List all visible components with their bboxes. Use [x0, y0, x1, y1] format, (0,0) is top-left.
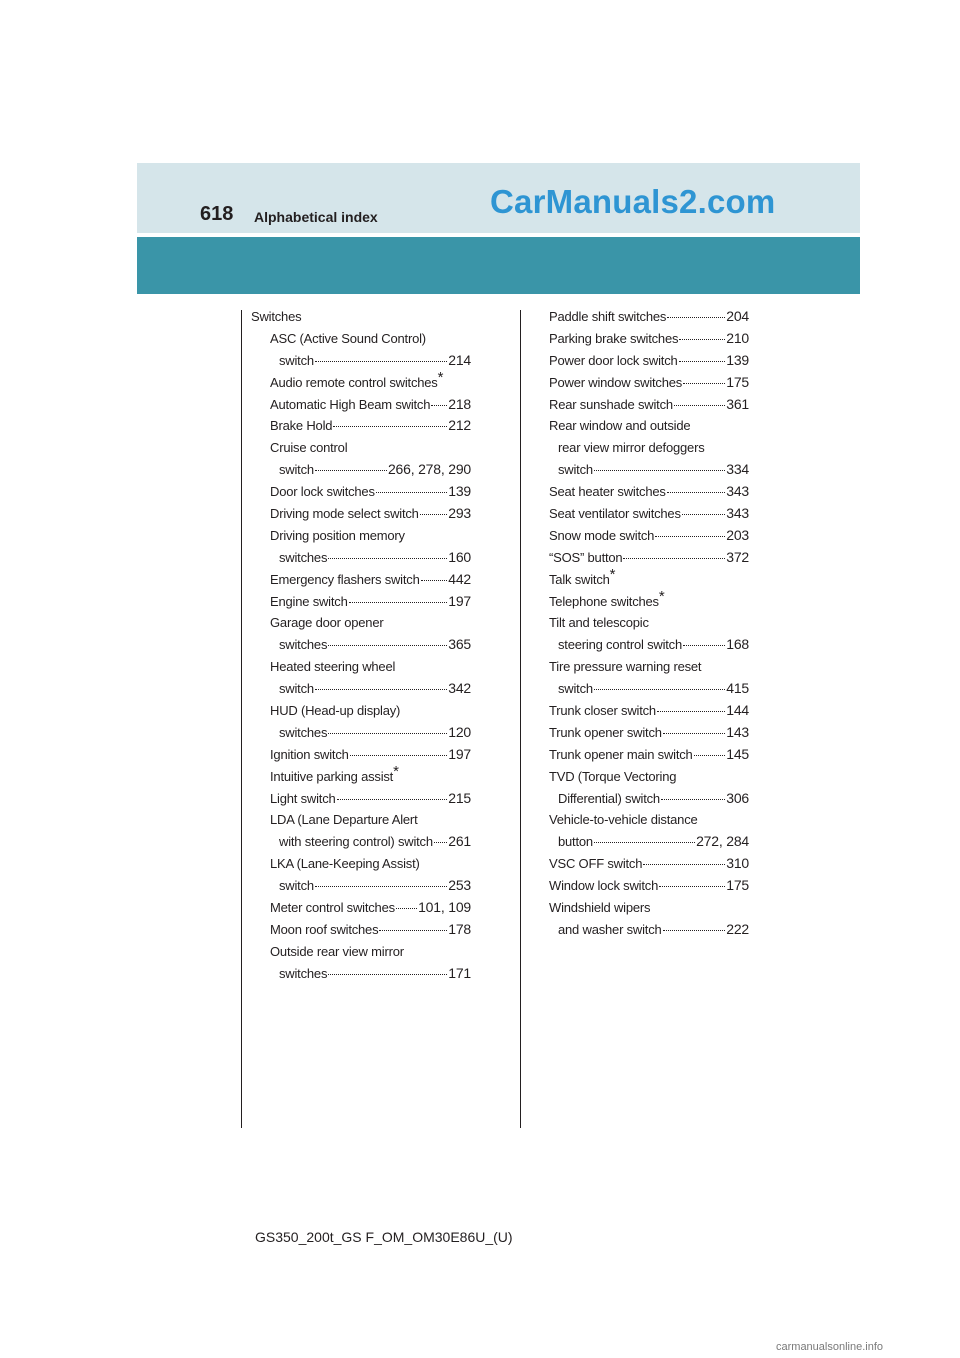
entry-term: Automatic High Beam switch: [270, 396, 431, 412]
entry-term: switch: [279, 681, 314, 697]
page-reference[interactable]: 139: [448, 483, 471, 500]
index-subheading: Tilt and telescopic: [549, 615, 649, 631]
dot-leader: [376, 492, 447, 493]
dot-leader: [679, 339, 725, 340]
entry-term: switch: [279, 352, 314, 368]
site-logo[interactable]: carmanualsonline.info: [776, 1341, 884, 1353]
index-entry: [251, 569, 471, 591]
watermark-link[interactable]: CarManuals2.com: [490, 183, 776, 220]
entry-term: switch: [279, 462, 314, 478]
index-entry: [549, 788, 749, 810]
entry-term: Light switch: [270, 790, 336, 806]
entry-term: switches: [279, 549, 328, 565]
right-column-rule: [520, 310, 521, 1128]
index-entry: [549, 634, 749, 656]
index-entry: [251, 744, 471, 766]
dot-leader: [655, 536, 725, 537]
document-code: GS350_200t_GS F_OM_OM30E86U_(U): [255, 1229, 513, 1245]
index-subheading: LKA (Lane-Keeping Assist): [270, 856, 420, 872]
page-reference[interactable]: 365: [448, 636, 471, 653]
dot-leader: [663, 930, 726, 931]
index-entry: [251, 963, 471, 985]
index-entry: [549, 350, 749, 372]
dot-leader: [328, 558, 447, 559]
dot-leader: [667, 317, 725, 318]
dot-leader: [643, 864, 725, 865]
index-entry: [549, 547, 749, 569]
page-reference[interactable]: 197: [448, 592, 471, 609]
index-subheading: Vehicle-to-vehicle distance: [549, 812, 698, 828]
entry-term: Differential) switch: [558, 790, 660, 806]
dot-leader: [315, 689, 447, 690]
dot-leader: [328, 733, 447, 734]
index-subheading: LDA (Lane Departure Alert: [270, 812, 418, 828]
dot-leader: [674, 405, 725, 406]
dot-leader: [623, 558, 725, 559]
dot-leader: [594, 842, 695, 843]
page-reference[interactable]: 293: [448, 505, 471, 522]
index-entry: [251, 678, 471, 700]
index-entry: [549, 503, 749, 525]
entry-term: Brake Hold: [270, 418, 333, 434]
page-reference[interactable]: 210: [726, 329, 749, 346]
page-reference[interactable]: 272, 284: [696, 833, 749, 850]
entry-term: switches: [279, 637, 328, 653]
dot-leader: [349, 602, 448, 603]
page-reference[interactable]: 306: [726, 789, 749, 806]
entry-term: Ignition switch: [270, 746, 349, 762]
dot-leader: [315, 361, 447, 362]
entry-term: switch: [558, 681, 593, 697]
entry-term: Door lock switches: [270, 484, 375, 500]
header-color-band: [137, 237, 860, 294]
index-entry: [549, 481, 749, 503]
entry-term: Trunk opener switch: [549, 724, 662, 740]
entry-term: Meter control switches: [270, 900, 395, 916]
dot-leader: [659, 886, 725, 887]
entry-term: Trunk closer switch: [549, 703, 656, 719]
dot-leader: [328, 645, 447, 646]
page-reference[interactable]: 203: [726, 526, 749, 543]
dot-leader: [420, 514, 448, 515]
page-reference[interactable]: 120: [448, 723, 471, 740]
asterisk-icon: *: [437, 368, 444, 386]
index-entry: [251, 394, 471, 416]
dot-leader: [679, 361, 726, 362]
entry-term: button: [558, 834, 593, 850]
index-list-right: [549, 306, 749, 941]
entry-term: switches: [279, 965, 328, 981]
page-reference[interactable]: 261: [448, 833, 471, 850]
entry-term: Window lock switch: [549, 878, 659, 894]
dot-leader: [315, 470, 387, 471]
page-reference[interactable]: 144: [726, 702, 749, 719]
page-reference[interactable]: 145: [726, 745, 749, 762]
index-subheading: Tire pressure warning reset: [549, 659, 702, 675]
index-entry: [549, 875, 749, 897]
page-reference[interactable]: 266, 278, 290: [387, 461, 471, 478]
dot-leader: [661, 799, 725, 800]
index-subheading: Rear window and outside: [549, 418, 691, 434]
dot-leader: [333, 426, 447, 427]
page-reference[interactable]: 175: [726, 373, 749, 390]
entry-term: Paddle shift switches: [549, 309, 667, 324]
index-subheading: Cruise control: [270, 440, 348, 456]
page-reference[interactable]: 343: [726, 505, 749, 522]
dot-leader: [594, 470, 725, 471]
entry-term: “SOS” button: [549, 549, 623, 565]
dot-leader: [683, 383, 725, 384]
index-entry: [549, 372, 749, 394]
dot-leader: [431, 405, 447, 406]
entry-term: switch: [279, 878, 314, 894]
page-reference[interactable]: 222: [726, 920, 749, 937]
entry-term: switches: [279, 724, 328, 740]
page-reference[interactable]: 415: [726, 680, 749, 697]
section-title: Alphabetical index: [254, 209, 378, 225]
entry-term: Snow mode switch: [549, 527, 655, 543]
index-entry: [549, 678, 749, 700]
index-entry: [549, 394, 749, 416]
index-subheading: HUD (Head-up display): [270, 703, 401, 719]
index-entry-optional: [549, 587, 749, 613]
index-entry: [251, 722, 471, 744]
page-reference[interactable]: 101, 109: [418, 899, 471, 916]
dot-leader: [663, 733, 725, 734]
entry-term: Trunk opener main switch: [549, 746, 693, 762]
page-reference[interactable]: 215: [448, 789, 471, 806]
page-reference[interactable]: 361: [726, 395, 749, 412]
index-entry-optional: [251, 762, 471, 788]
page-reference[interactable]: 212: [448, 417, 471, 434]
page-reference[interactable]: 143: [726, 723, 749, 740]
entry-term: and washer switch: [558, 921, 662, 937]
dot-leader: [694, 755, 726, 756]
page-reference[interactable]: 178: [448, 920, 471, 937]
page-reference[interactable]: 204: [726, 308, 749, 324]
page-reference[interactable]: 139: [726, 351, 749, 368]
index-subheading: TVD (Torque Vectoring: [549, 768, 677, 784]
entry-term: Seat heater switches: [549, 484, 666, 500]
index-entry: [549, 722, 749, 744]
index-entry: [251, 634, 471, 656]
page-reference[interactable]: 334: [726, 461, 749, 478]
entry-term: switch: [558, 462, 593, 478]
index-entry: [251, 415, 471, 437]
entry-term: Rear sunshade switch: [549, 396, 673, 412]
dot-leader: [379, 930, 447, 931]
entry-term: Engine switch: [270, 593, 348, 609]
index-entry: [251, 503, 471, 525]
entry-term: Emergency flashers switch: [270, 571, 420, 587]
asterisk-icon: *: [658, 587, 665, 605]
dot-leader: [657, 711, 725, 712]
index-subheading: ASC (Active Sound Control): [270, 330, 426, 346]
dot-leader: [594, 689, 725, 690]
index-entry: [549, 919, 749, 941]
page-reference[interactable]: 214: [448, 351, 471, 368]
index-entry: [251, 897, 471, 919]
index-entry: [251, 919, 471, 941]
dot-leader: [434, 842, 447, 843]
dot-leader: [350, 755, 448, 756]
entry-term: Telephone switches: [549, 593, 659, 609]
dot-leader: [315, 886, 447, 887]
index-subheading: rear view mirror defoggers: [558, 440, 705, 456]
index-entry: [549, 459, 749, 481]
index-entry: [251, 788, 471, 810]
page-reference[interactable]: 253: [448, 877, 471, 894]
index-entry: [549, 328, 749, 350]
index-subheading: Outside rear view mirror: [270, 943, 404, 959]
page-reference[interactable]: 160: [448, 548, 471, 565]
index-column-left: [251, 306, 471, 985]
index-entry: [251, 875, 471, 897]
asterisk-icon: *: [609, 565, 616, 583]
entry-term: Talk switch: [549, 571, 610, 587]
dot-leader: [667, 492, 726, 493]
index-entry: [549, 831, 749, 853]
page-reference[interactable]: 197: [448, 745, 471, 762]
dot-leader: [683, 645, 725, 646]
index-entry: [549, 306, 749, 328]
index-entry: [549, 853, 749, 875]
entry-term: Moon roof switches: [270, 921, 379, 937]
index-subheading: Windshield wipers: [549, 900, 651, 916]
page-reference[interactable]: 175: [726, 877, 749, 894]
entry-term: Intuitive parking assist: [270, 768, 394, 784]
index-entry: [251, 547, 471, 569]
index-subheading: Driving position memory: [270, 527, 405, 543]
entry-term: Parking brake switches: [549, 330, 679, 346]
dot-leader: [682, 514, 725, 515]
entry-term: Audio remote control switches: [270, 374, 438, 390]
index-entry-optional: [251, 368, 471, 394]
page-reference[interactable]: 442: [448, 570, 471, 587]
index-entry: [549, 525, 749, 547]
index-entry: [549, 744, 749, 766]
dot-leader: [328, 974, 447, 975]
dot-leader: [337, 799, 448, 800]
index-entry: [251, 459, 471, 481]
page-reference[interactable]: 372: [726, 548, 749, 565]
index-subheading: Garage door opener: [270, 615, 384, 631]
index-heading: Switches: [251, 309, 302, 324]
page-reference[interactable]: 343: [726, 483, 749, 500]
page-number: 618: [200, 203, 234, 225]
entry-term: Driving mode select switch: [270, 506, 419, 522]
page-reference[interactable]: 168: [726, 636, 749, 653]
asterisk-icon: *: [393, 762, 399, 780]
index-entry: [251, 831, 471, 853]
index-entry-optional: [549, 565, 749, 591]
index-entry: [251, 591, 471, 613]
left-column-rule: [241, 310, 242, 1128]
dot-leader: [396, 908, 417, 909]
page-reference[interactable]: 171: [448, 964, 471, 981]
entry-term: steering control switch: [558, 637, 683, 653]
page-reference[interactable]: 218: [448, 395, 471, 412]
index-column-right: [549, 306, 749, 941]
page-reference[interactable]: 310: [726, 855, 749, 872]
index-entry: [549, 700, 749, 722]
entry-term: Seat ventilator switches: [549, 506, 681, 522]
entry-term: VSC OFF switch: [549, 856, 643, 872]
index-subheading: Heated steering wheel: [270, 659, 396, 675]
entry-term: Power door lock switch: [549, 352, 678, 368]
index-entry: [251, 481, 471, 503]
entry-term: Power window switches: [549, 374, 683, 390]
dot-leader: [421, 580, 448, 581]
index-list-left: [251, 328, 471, 985]
entry-term: with steering control) switch: [279, 834, 433, 850]
page-reference[interactable]: 342: [448, 680, 471, 697]
